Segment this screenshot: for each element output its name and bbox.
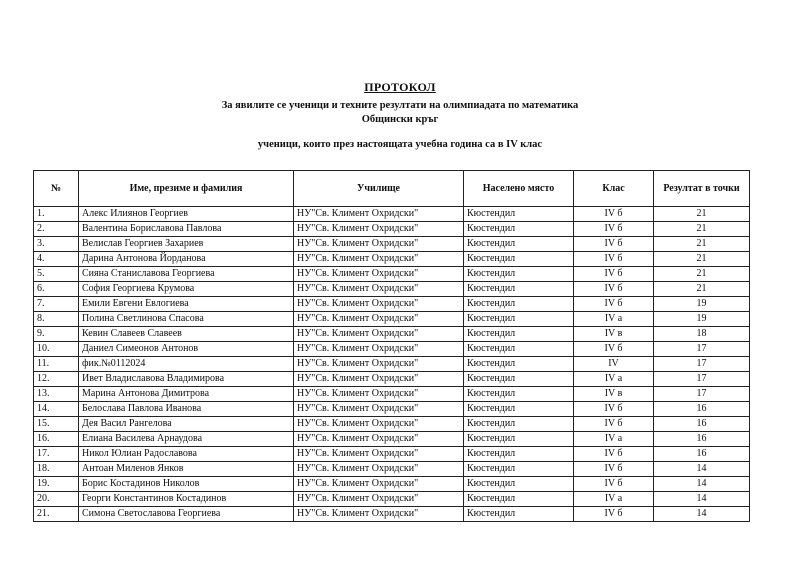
cell-score: 14 [654,507,750,522]
cell-score: 14 [654,492,750,507]
results-table [33,170,750,522]
table-row [34,432,750,447]
cell-town: Кюстендил [464,222,574,237]
document-subtitle-olympiad: За явилите се ученици и техните резултати на олимпиадата по математика [221,100,579,111]
table-row [34,462,750,477]
cell-school: НУ"Св. Климент Охридски" [294,237,464,252]
cell-class: IV а [574,312,654,327]
cell-name: Сияна Станиславова Георгиева [79,267,294,282]
cell-class: IV б [574,462,654,477]
cell-town: Кюстендил [464,297,574,312]
cell-school: НУ"Св. Климент Охридски" [294,372,464,387]
table-row [34,342,750,357]
cell-score: 19 [654,297,750,312]
cell-town: Кюстендил [464,477,574,492]
cell-town: Кюстендил [464,447,574,462]
header-score: Резултат в точки [654,171,750,207]
cell-class: IV б [574,297,654,312]
cell-class: IV б [574,237,654,252]
cell-school: НУ"Св. Климент Охридски" [294,267,464,282]
cell-school: НУ"Св. Климент Охридски" [294,252,464,267]
cell-town: Кюстендил [464,252,574,267]
document-subtitle-grade: ученици, които през настоящата учебна година са в IV клас [257,139,543,150]
cell-name: Елиана Василева Арнаудова [79,432,294,447]
cell-score: 21 [654,252,750,267]
cell-name: Симона Светославова Георгиева [79,507,294,522]
cell-number: 7. [34,297,79,312]
cell-number: 19. [34,477,79,492]
cell-town: Кюстендил [464,372,574,387]
cell-class: IV б [574,267,654,282]
header-class: Клас [574,171,654,207]
table-row [34,357,750,372]
cell-number: 5. [34,267,79,282]
cell-score: 16 [654,417,750,432]
cell-class: IV б [574,477,654,492]
cell-score: 14 [654,462,750,477]
cell-class: IV б [574,207,654,222]
cell-school: НУ"Св. Климент Охридски" [294,282,464,297]
cell-town: Кюстендил [464,417,574,432]
cell-school: НУ"Св. Климент Охридски" [294,432,464,447]
table-row [34,297,750,312]
cell-name: Полина Светлинова Спасова [79,312,294,327]
cell-class: IV б [574,447,654,462]
cell-class: IV [574,357,654,372]
cell-number: 13. [34,387,79,402]
cell-name: Никол Юлиан Радославова [79,447,294,462]
cell-name: Георги Константинов Костадинов [79,492,294,507]
cell-school: НУ"Св. Климент Охридски" [294,462,464,477]
cell-name: Валентина Бориславова Павлова [79,222,294,237]
cell-number: 17. [34,447,79,462]
cell-score: 17 [654,372,750,387]
cell-school: НУ"Св. Климент Охридски" [294,447,464,462]
cell-number: 9. [34,327,79,342]
table-row [34,222,750,237]
cell-number: 14. [34,402,79,417]
cell-town: Кюстендил [464,237,574,252]
cell-score: 21 [654,237,750,252]
cell-town: Кюстендил [464,387,574,402]
cell-town: Кюстендил [464,402,574,417]
cell-town: Кюстендил [464,327,574,342]
table-row [34,207,750,222]
cell-town: Кюстендил [464,432,574,447]
table-row [34,327,750,342]
document-title: ПРОТОКОЛ [364,80,436,94]
cell-name: Дея Васил Рангелова [79,417,294,432]
cell-class: IV в [574,327,654,342]
cell-name: Борис Костадинов Николов [79,477,294,492]
cell-school: НУ"Св. Климент Охридски" [294,357,464,372]
cell-class: IV б [574,342,654,357]
table-row [34,282,750,297]
table-row [34,252,750,267]
cell-number: 18. [34,462,79,477]
cell-town: Кюстендил [464,492,574,507]
cell-school: НУ"Св. Климент Охридски" [294,492,464,507]
table-body [34,207,750,522]
cell-class: IV а [574,492,654,507]
cell-school: НУ"Св. Климент Охридски" [294,207,464,222]
cell-town: Кюстендил [464,267,574,282]
cell-number: 3. [34,237,79,252]
table-row [34,267,750,282]
cell-town: Кюстендил [464,462,574,477]
cell-school: НУ"Св. Климент Охридски" [294,417,464,432]
cell-number: 11. [34,357,79,372]
table-row [34,447,750,462]
table-row [34,402,750,417]
cell-class: IV а [574,372,654,387]
table-row [34,477,750,492]
cell-number: 12. [34,372,79,387]
cell-score: 21 [654,222,750,237]
cell-number: 4. [34,252,79,267]
cell-score: 16 [654,447,750,462]
table-row [34,237,750,252]
cell-name: Марина Антонова Димитрова [79,387,294,402]
table-row [34,492,750,507]
cell-number: 16. [34,432,79,447]
cell-number: 6. [34,282,79,297]
cell-school: НУ"Св. Климент Охридски" [294,477,464,492]
cell-name: Антоан Миленов Янков [79,462,294,477]
cell-class: IV б [574,282,654,297]
cell-class: IV б [574,417,654,432]
cell-number: 1. [34,207,79,222]
cell-class: IV б [574,507,654,522]
cell-number: 10. [34,342,79,357]
cell-class: IV б [574,222,654,237]
cell-score: 14 [654,477,750,492]
cell-class: IV б [574,252,654,267]
header-town: Населено място [464,171,574,207]
cell-school: НУ"Св. Климент Охридски" [294,342,464,357]
cell-class: IV в [574,387,654,402]
cell-name: Кевин Славеев Славеев [79,327,294,342]
cell-number: 20. [34,492,79,507]
cell-score: 19 [654,312,750,327]
cell-number: 21. [34,507,79,522]
cell-number: 8. [34,312,79,327]
cell-name: Алекс Илиянов Георгиев [79,207,294,222]
cell-school: НУ"Св. Климент Охридски" [294,222,464,237]
cell-score: 21 [654,207,750,222]
cell-score: 17 [654,357,750,372]
cell-name: Даниел Симеонов Антонов [79,342,294,357]
cell-town: Кюстендил [464,282,574,297]
header-school: Училище [294,171,464,207]
cell-score: 18 [654,327,750,342]
cell-school: НУ"Св. Климент Охридски" [294,387,464,402]
cell-name: фик.№0112024 [79,357,294,372]
document-subtitle-round: Общински кръг [361,114,439,125]
cell-name: Белослава Павлова Иванова [79,402,294,417]
cell-school: НУ"Св. Климент Охридски" [294,312,464,327]
cell-name: Ивет Владиславова Владимирова [79,372,294,387]
cell-town: Кюстендил [464,357,574,372]
cell-name: София Георгиева Крумова [79,282,294,297]
cell-school: НУ"Св. Климент Охридски" [294,507,464,522]
cell-school: НУ"Св. Климент Охридски" [294,297,464,312]
cell-name: Дарина Антонова Йорданова [79,252,294,267]
header-number: № [34,171,79,207]
cell-town: Кюстендил [464,312,574,327]
cell-score: 16 [654,402,750,417]
cell-score: 21 [654,282,750,297]
cell-name: Велислав Георгиев Захариев [79,237,294,252]
cell-score: 17 [654,342,750,357]
table-row [34,387,750,402]
cell-town: Кюстендил [464,342,574,357]
cell-score: 21 [654,267,750,282]
cell-score: 16 [654,432,750,447]
cell-school: НУ"Св. Климент Охридски" [294,327,464,342]
cell-school: НУ"Св. Климент Охридски" [294,402,464,417]
cell-name: Емили Евгени Евлогиева [79,297,294,312]
cell-class: IV б [574,402,654,417]
table-row [34,507,750,522]
cell-town: Кюстендил [464,207,574,222]
cell-number: 2. [34,222,79,237]
cell-number: 15. [34,417,79,432]
cell-class: IV а [574,432,654,447]
table-header-row [34,171,750,207]
table-row [34,417,750,432]
header-name: Име, презиме и фамилия [79,171,294,207]
cell-town: Кюстендил [464,507,574,522]
table-row [34,312,750,327]
table-row [34,372,750,387]
cell-score: 17 [654,387,750,402]
